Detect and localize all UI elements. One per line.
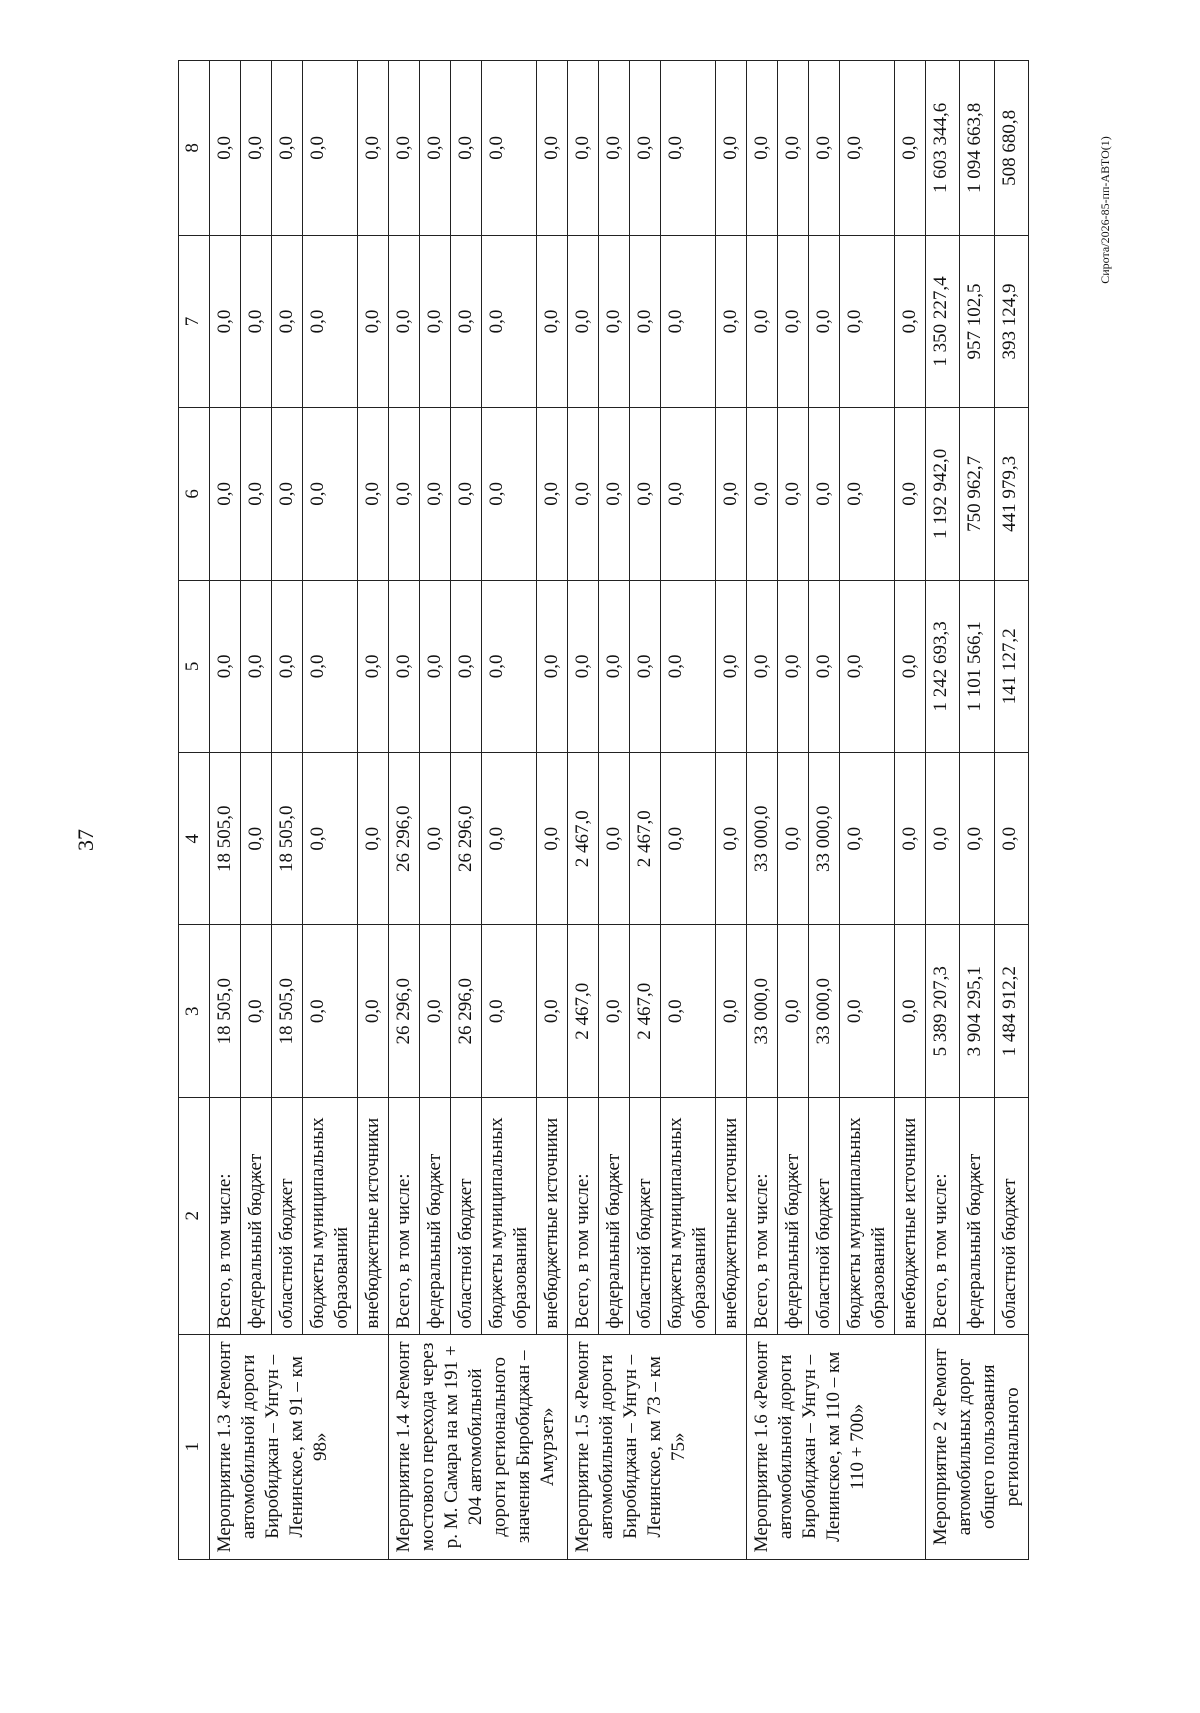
amount-cell: 0,0 — [661, 408, 716, 580]
amount-cell: 0,0 — [420, 753, 451, 925]
amount-cell: 18 505,0 — [210, 753, 241, 925]
column-number: 6 — [179, 408, 210, 580]
column-number: 4 — [179, 753, 210, 925]
amount-cell: 0,0 — [568, 235, 599, 407]
amount-cell: 957 102,5 — [960, 235, 994, 407]
funding-source-cell: бюджеты муниципальных образований — [303, 1097, 358, 1334]
amount-cell: 0,0 — [599, 580, 630, 752]
amount-cell: 0,0 — [303, 753, 358, 925]
amount-cell: 393 124,9 — [994, 235, 1028, 407]
amount-cell: 0,0 — [599, 408, 630, 580]
table-row — [747, 61, 778, 1560]
event-name-cell: Мероприятие 1.4 «Ремонт мостового перехода через р. М. Самара на км 191 + 204 автомобильной дороги регионального значения Биробиджан – Амурзет» — [389, 1334, 568, 1559]
table-row — [389, 61, 420, 1560]
amount-cell: 2 467,0 — [630, 753, 661, 925]
amount-cell: 0,0 — [716, 61, 747, 236]
funding-source-cell: бюджеты муниципальных образований — [840, 1097, 895, 1334]
column-number: 5 — [179, 580, 210, 752]
amount-cell: 0,0 — [482, 580, 537, 752]
page-number: 37 — [73, 829, 98, 851]
amount-cell: 0,0 — [809, 580, 840, 752]
amount-cell: 1 603 344,6 — [926, 61, 960, 236]
amount-cell: 0,0 — [840, 925, 895, 1097]
table-row — [568, 61, 599, 1560]
amount-cell: 0,0 — [630, 61, 661, 236]
amount-cell: 750 962,7 — [960, 408, 994, 580]
amount-cell: 0,0 — [537, 753, 568, 925]
amount-cell: 26 296,0 — [389, 753, 420, 925]
amount-cell: 0,0 — [482, 235, 537, 407]
amount-cell: 0,0 — [420, 235, 451, 407]
amount-cell: 0,0 — [661, 753, 716, 925]
amount-cell: 0,0 — [599, 925, 630, 1097]
amount-cell: 0,0 — [451, 235, 482, 407]
amount-cell: 33 000,0 — [809, 925, 840, 1097]
amount-cell: 1 484 912,2 — [994, 925, 1028, 1097]
amount-cell: 33 000,0 — [809, 753, 840, 925]
amount-cell: 0,0 — [895, 580, 926, 752]
amount-cell: 0,0 — [747, 580, 778, 752]
funding-source-cell: федеральный бюджет — [778, 1097, 809, 1334]
amount-cell: 0,0 — [303, 408, 358, 580]
funding-source-cell: федеральный бюджет — [420, 1097, 451, 1334]
amount-cell: 1 094 663,8 — [960, 61, 994, 236]
amount-cell: 0,0 — [272, 580, 303, 752]
amount-cell: 0,0 — [272, 408, 303, 580]
table-row — [926, 61, 960, 1560]
column-number: 2 — [179, 1097, 210, 1334]
amount-cell: 0,0 — [420, 61, 451, 236]
amount-cell: 0,0 — [716, 753, 747, 925]
funding-source-cell: областной бюджет — [809, 1097, 840, 1334]
amount-cell: 0,0 — [241, 580, 272, 752]
event-name-cell: Мероприятие 1.3 «Ремонт автомобильной дороги Биробиджан – Унгун – Ленинское, км 91 – км 98» — [210, 1334, 389, 1559]
amount-cell: 0,0 — [358, 925, 389, 1097]
amount-cell: 0,0 — [241, 925, 272, 1097]
funding-source-cell: областной бюджет — [994, 1097, 1028, 1334]
amount-cell: 0,0 — [778, 61, 809, 236]
amount-cell: 0,0 — [840, 753, 895, 925]
amount-cell: 18 505,0 — [272, 753, 303, 925]
amount-cell: 0,0 — [599, 235, 630, 407]
amount-cell: 18 505,0 — [210, 925, 241, 1097]
amount-cell: 2 467,0 — [630, 925, 661, 1097]
funding-source-cell: Всего, в том числе: — [389, 1097, 420, 1334]
amount-cell: 0,0 — [895, 408, 926, 580]
amount-cell: 0,0 — [599, 753, 630, 925]
financing-table-container — [178, 60, 1078, 1560]
amount-cell: 1 242 693,3 — [926, 580, 960, 752]
amount-cell: 33 000,0 — [747, 753, 778, 925]
amount-cell: 0,0 — [451, 61, 482, 236]
amount-cell: 0,0 — [210, 408, 241, 580]
column-number: 7 — [179, 235, 210, 407]
amount-cell: 0,0 — [241, 61, 272, 236]
amount-cell: 0,0 — [568, 408, 599, 580]
amount-cell: 0,0 — [926, 753, 960, 925]
funding-source-cell: Всего, в том числе: — [747, 1097, 778, 1334]
event-name-cell: Мероприятие 1.6 «Ремонт автомобильной дороги Биробиджан – Унгун – Ленинское, км 110 – км 110 + 700» — [747, 1334, 926, 1559]
amount-cell: 0,0 — [389, 408, 420, 580]
funding-source-cell: федеральный бюджет — [241, 1097, 272, 1334]
amount-cell: 0,0 — [537, 408, 568, 580]
amount-cell: 0,0 — [747, 408, 778, 580]
amount-cell: 141 127,2 — [994, 580, 1028, 752]
amount-cell: 0,0 — [420, 925, 451, 1097]
amount-cell: 0,0 — [272, 235, 303, 407]
amount-cell: 0,0 — [389, 61, 420, 236]
amount-cell: 0,0 — [599, 61, 630, 236]
amount-cell: 0,0 — [994, 753, 1028, 925]
amount-cell: 0,0 — [210, 61, 241, 236]
funding-source-cell: внебюджетные источники — [716, 1097, 747, 1334]
amount-cell: 0,0 — [303, 235, 358, 407]
amount-cell: 0,0 — [661, 925, 716, 1097]
amount-cell: 0,0 — [482, 753, 537, 925]
amount-cell: 2 467,0 — [568, 753, 599, 925]
amount-cell: 0,0 — [895, 61, 926, 236]
amount-cell: 0,0 — [537, 580, 568, 752]
amount-cell: 0,0 — [895, 925, 926, 1097]
amount-cell: 0,0 — [840, 61, 895, 236]
amount-cell: 0,0 — [895, 235, 926, 407]
amount-cell: 0,0 — [661, 580, 716, 752]
amount-cell: 0,0 — [840, 580, 895, 752]
funding-source-cell: областной бюджет — [630, 1097, 661, 1334]
amount-cell: 0,0 — [358, 408, 389, 580]
funding-source-cell: Всего, в том числе: — [926, 1097, 960, 1334]
amount-cell: 0,0 — [303, 580, 358, 752]
amount-cell: 5 389 207,3 — [926, 925, 960, 1097]
amount-cell: 0,0 — [482, 61, 537, 236]
amount-cell: 0,0 — [630, 580, 661, 752]
amount-cell: 0,0 — [661, 61, 716, 236]
event-name-cell: Мероприятие 1.5 «Ремонт автомобильной дороги Биробиджан – Унгун – Ленинское, км 73 – км 75» — [568, 1334, 747, 1559]
amount-cell: 0,0 — [778, 753, 809, 925]
amount-cell: 0,0 — [358, 235, 389, 407]
funding-source-cell: Всего, в том числе: — [210, 1097, 241, 1334]
amount-cell: 0,0 — [809, 235, 840, 407]
amount-cell: 0,0 — [537, 61, 568, 236]
table-row — [210, 61, 241, 1560]
amount-cell: 0,0 — [358, 580, 389, 752]
amount-cell: 0,0 — [747, 61, 778, 236]
amount-cell: 0,0 — [778, 580, 809, 752]
amount-cell: 33 000,0 — [747, 925, 778, 1097]
amount-cell: 1 101 566,1 — [960, 580, 994, 752]
column-number: 8 — [179, 61, 210, 236]
amount-cell: 0,0 — [716, 235, 747, 407]
amount-cell: 0,0 — [241, 235, 272, 407]
amount-cell: 0,0 — [716, 925, 747, 1097]
amount-cell: 441 979,3 — [994, 408, 1028, 580]
amount-cell: 0,0 — [778, 235, 809, 407]
funding-source-cell: областной бюджет — [272, 1097, 303, 1334]
amount-cell: 0,0 — [389, 580, 420, 752]
funding-source-cell: федеральный бюджет — [599, 1097, 630, 1334]
amount-cell: 0,0 — [568, 61, 599, 236]
funding-source-cell: внебюджетные источники — [537, 1097, 568, 1334]
amount-cell: 508 680,8 — [994, 61, 1028, 236]
amount-cell: 0,0 — [840, 235, 895, 407]
amount-cell: 0,0 — [537, 925, 568, 1097]
amount-cell: 0,0 — [747, 235, 778, 407]
amount-cell: 0,0 — [716, 408, 747, 580]
amount-cell: 0,0 — [241, 408, 272, 580]
funding-source-cell: внебюджетные источники — [895, 1097, 926, 1334]
amount-cell: 0,0 — [389, 235, 420, 407]
amount-cell: 0,0 — [809, 61, 840, 236]
amount-cell: 0,0 — [716, 580, 747, 752]
funding-source-cell: федеральный бюджет — [960, 1097, 994, 1334]
column-number-row — [179, 61, 210, 1560]
amount-cell: 0,0 — [661, 235, 716, 407]
amount-cell: 26 296,0 — [389, 925, 420, 1097]
amount-cell: 2 467,0 — [568, 925, 599, 1097]
amount-cell: 0,0 — [840, 408, 895, 580]
amount-cell: 0,0 — [420, 408, 451, 580]
amount-cell: 0,0 — [241, 753, 272, 925]
amount-cell: 0,0 — [630, 235, 661, 407]
amount-cell: 0,0 — [303, 925, 358, 1097]
amount-cell: 0,0 — [482, 925, 537, 1097]
amount-cell: 0,0 — [451, 580, 482, 752]
amount-cell: 0,0 — [960, 753, 994, 925]
amount-cell: 26 296,0 — [451, 925, 482, 1097]
amount-cell: 18 505,0 — [272, 925, 303, 1097]
column-number: 3 — [179, 925, 210, 1097]
amount-cell: 0,0 — [303, 61, 358, 236]
funding-source-cell: Всего, в том числе: — [568, 1097, 599, 1334]
funding-source-cell: областной бюджет — [451, 1097, 482, 1334]
amount-cell: 0,0 — [482, 408, 537, 580]
amount-cell: 0,0 — [778, 925, 809, 1097]
financing-table — [178, 60, 1029, 1560]
amount-cell: 0,0 — [778, 408, 809, 580]
funding-source-cell: внебюджетные источники — [358, 1097, 389, 1334]
event-name-cell: Мероприятие 2 «Ремонт автомобильных дорог общего пользования регионального — [926, 1334, 1029, 1559]
funding-source-cell: бюджеты муниципальных образований — [661, 1097, 716, 1334]
footer-document-code: Сирота/2026-85-пп-АВТО(1) — [1098, 136, 1112, 284]
amount-cell: 26 296,0 — [451, 753, 482, 925]
amount-cell: 0,0 — [358, 61, 389, 236]
amount-cell: 0,0 — [809, 408, 840, 580]
amount-cell: 3 904 295,1 — [960, 925, 994, 1097]
amount-cell: 0,0 — [420, 580, 451, 752]
column-number: 1 — [179, 1334, 210, 1559]
amount-cell: 0,0 — [630, 408, 661, 580]
amount-cell: 0,0 — [210, 580, 241, 752]
amount-cell: 0,0 — [210, 235, 241, 407]
amount-cell: 0,0 — [451, 408, 482, 580]
amount-cell: 1 192 942,0 — [926, 408, 960, 580]
amount-cell: 0,0 — [358, 753, 389, 925]
funding-source-cell: бюджеты муниципальных образований — [482, 1097, 537, 1334]
amount-cell: 0,0 — [568, 580, 599, 752]
amount-cell: 0,0 — [272, 61, 303, 236]
amount-cell: 1 350 227,4 — [926, 235, 960, 407]
amount-cell: 0,0 — [895, 753, 926, 925]
amount-cell: 0,0 — [537, 235, 568, 407]
